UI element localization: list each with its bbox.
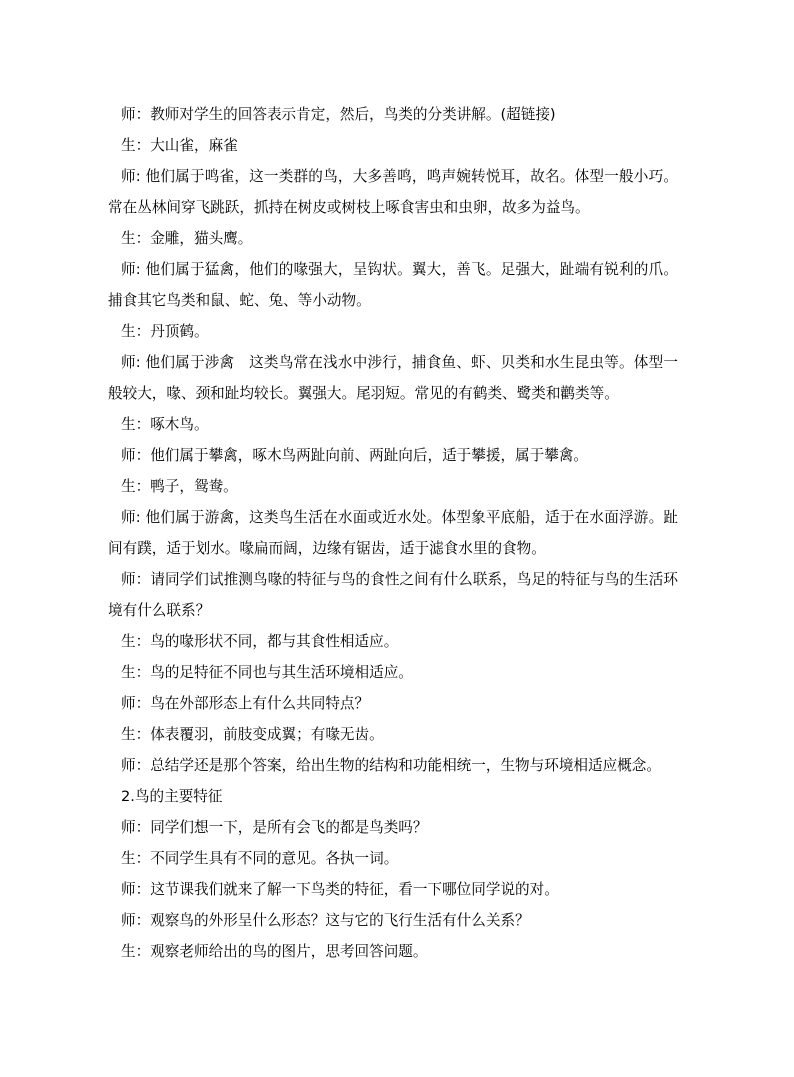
- paragraph: 师：鸟在外部形态上有什么共同特点？: [121, 695, 370, 712]
- section-heading: 2.鸟的主要特征: [121, 788, 223, 805]
- paragraph: 师：总结学还是那个答案，给出生物的结构和功能相统一，生物与环境相适应概念。: [121, 757, 661, 774]
- paragraph: 生：金雕，猫头鹰。: [121, 230, 253, 247]
- paragraph: 师：教师对学生的回答表示肯定，然后，鸟类的分类讲解。(超链接): [121, 106, 556, 123]
- paragraph: 师：这节课我们就来了解一下鸟类的特征，看一下哪位同学说的对。: [121, 881, 559, 898]
- paragraph: 师: 他们属于游禽，这类鸟生活在水面或近水处。体型象平底船，适于在水面浮游。趾间有蹼，适于划水。喙扁而阔，边缘有锯齿，适于滤食水里的食物。: [108, 509, 678, 557]
- paragraph: 生：啄木鸟。: [121, 416, 209, 433]
- paragraph: 生：丹顶鹤。: [121, 323, 209, 340]
- paragraph: 生：鸭子，鸳鸯。: [121, 478, 238, 495]
- paragraph: 生：鸟的喙形状不同，都与其食性相适应。: [121, 633, 399, 650]
- paragraph: 师：观察鸟的外形呈什么形态？这与它的飞行生活有什么关系？: [121, 912, 530, 929]
- paragraph: 生：鸟的足特征不同也与其生活环境相适应。: [121, 664, 413, 681]
- paragraph: 师: 他们属于涉禽 这类鸟常在浅水中涉行，捕食鱼、虾、贝类和水生昆虫等。体型一般较大，喙、颈和趾均较长。翼强大。尾羽短。常见的有鹤类、鹭类和鹳类等。: [108, 354, 678, 402]
- paragraph: 生：观察老师给出的鸟的图片，思考回答问题。: [121, 943, 428, 960]
- document-body: [108, 99, 678, 967]
- paragraph: 师: 他们属于鸣雀，这一类群的鸟，大多善鸣，鸣声婉转悦耳，故名。体型一般小巧。常在丛林间穿飞跳跃，抓持在树皮或树枝上啄食害虫和虫卵，故多为益鸟。: [108, 168, 678, 216]
- paragraph: 师：他们属于攀禽，啄木鸟两趾向前、两趾向后，适于攀援，属于攀禽。: [121, 447, 589, 464]
- paragraph: 生：体表覆羽，前肢变成翼；有喙无齿。: [121, 726, 384, 743]
- paragraph: 师: 他们属于猛禽，他们的喙强大，呈钩状。翼大，善飞。足强大，趾端有锐利的爪。捕食其它鸟类和鼠、蛇、兔、等小动物。: [108, 261, 678, 309]
- paragraph: 师：请同学们试推测鸟喙的特征与鸟的食性之间有什么联系，鸟足的特征与鸟的生活环境有什么联系？: [108, 571, 678, 619]
- paragraph: 生：不同学生具有不同的意见。各执一词。: [121, 850, 399, 867]
- paragraph: 生：大山雀，麻雀: [121, 137, 238, 154]
- paragraph: 师：同学们想一下，是所有会飞的都是鸟类吗？: [121, 819, 428, 836]
